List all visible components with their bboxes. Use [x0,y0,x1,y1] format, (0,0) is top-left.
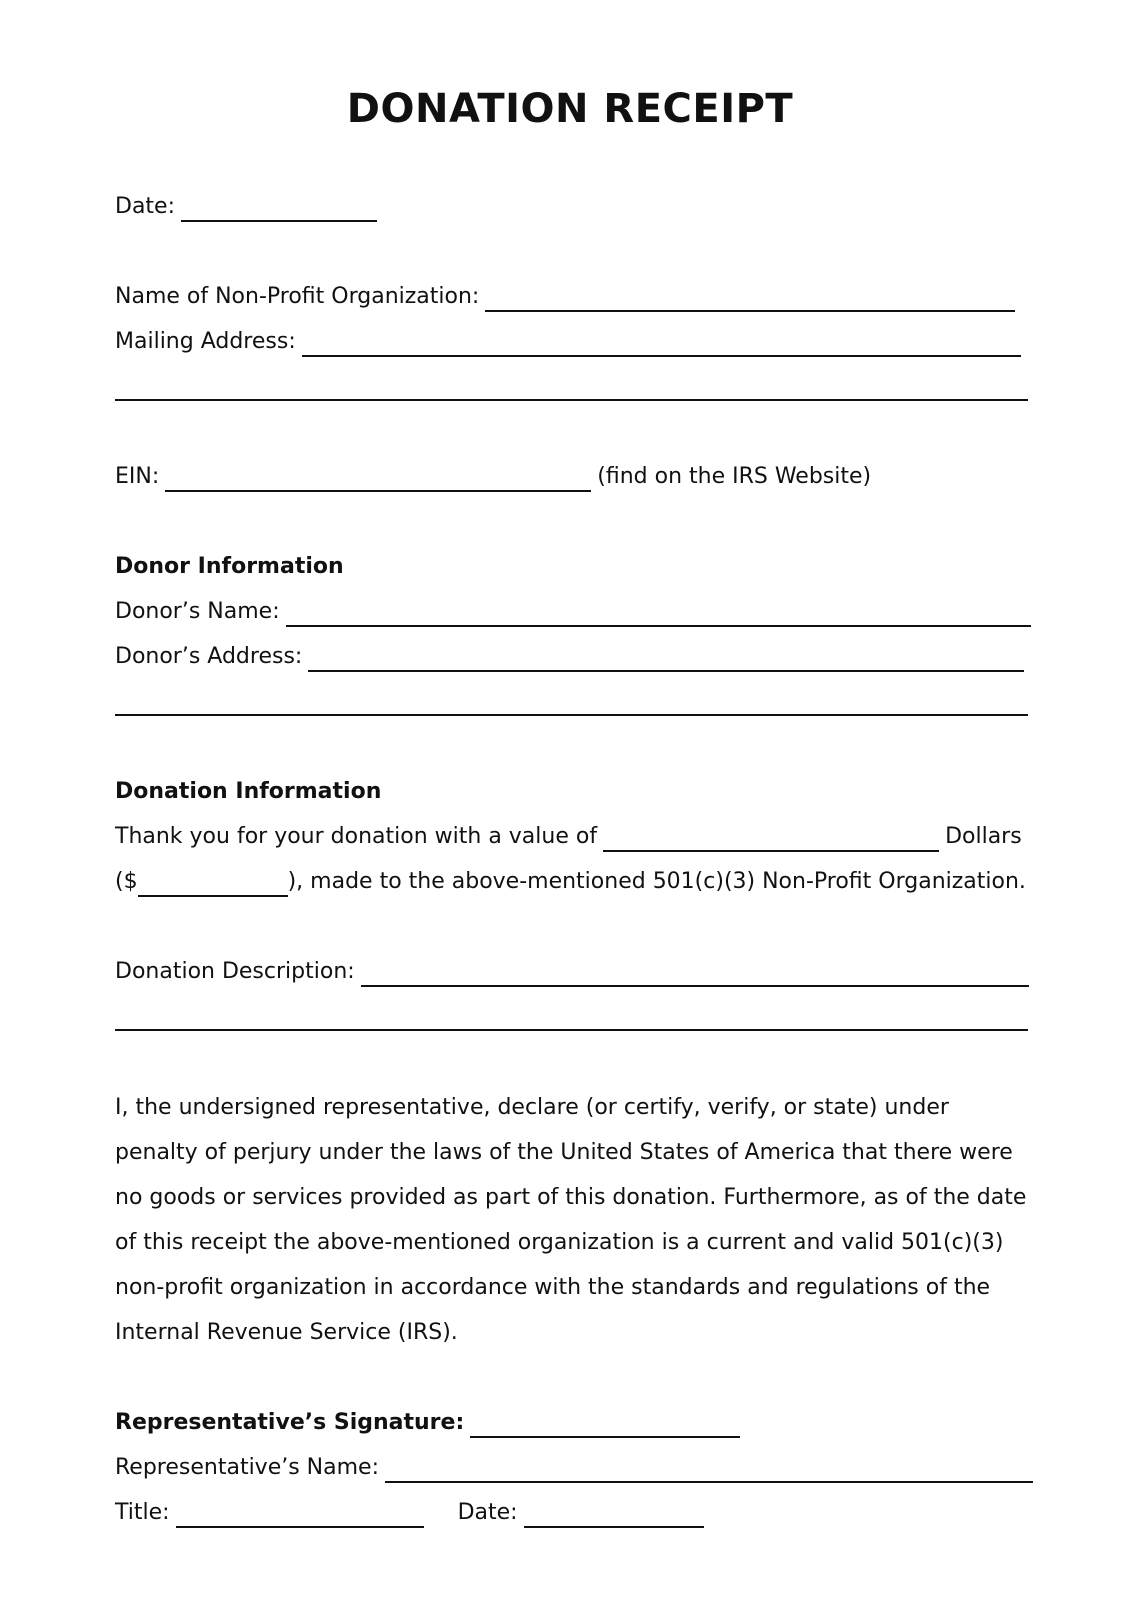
org-name-label: Name of Non-Profit Organization: [115,284,480,309]
rep-name-label: Representative’s Name: [115,1455,379,1480]
mailing-address-field[interactable] [302,333,1021,357]
rep-title-date-row [115,1498,704,1528]
org-name-field[interactable] [485,288,1015,312]
donation-value-words-field[interactable] [603,828,939,852]
date-row [115,192,377,222]
rep-date-label: Date: [457,1500,518,1525]
declaration-line: I, the undersigned representative, declare (or certify, verify, or state) under [115,1095,949,1120]
donation-info-heading [115,777,381,807]
donation-value-suffix: Dollars [945,824,1022,849]
donation-amount-suffix: ), made to the above-mentioned 501(c)(3) Non-Profit Organization. [287,869,1026,894]
mailing-address-field-line-2[interactable] [115,399,1028,401]
date-label: Date: [115,194,175,219]
rep-name-field[interactable] [385,1459,1033,1483]
ein-field[interactable] [165,468,591,492]
donor-address-field[interactable] [308,648,1024,672]
donor-name-row [115,597,1031,627]
rep-signature-row [115,1408,740,1438]
donation-amount-row [115,867,1026,897]
donor-info-heading [115,552,344,582]
donation-info-heading-text: Donation Information [115,779,382,804]
donation-value-prefix: Thank you for your donation with a value of [115,824,598,849]
declaration-line: no goods or services provided as part of this donation. Furthermore, as of the date [115,1185,1027,1210]
mailing-address-row [115,327,1021,357]
ein-row [115,462,871,492]
rep-title-label: Title: [115,1500,170,1525]
donor-address-field-line-2[interactable] [115,714,1028,716]
donation-amount-field[interactable] [138,873,288,897]
donor-name-field[interactable] [286,603,1031,627]
mailing-address-label: Mailing Address: [115,329,296,354]
rep-title-field[interactable] [176,1504,424,1528]
donation-description-field[interactable] [361,963,1029,987]
declaration-paragraph [115,1085,1045,1355]
declaration-line: of this receipt the above-mentioned organization is a current and valid 501(c)(3) [115,1230,1004,1255]
declaration-line: Internal Revenue Service (IRS). [115,1320,458,1345]
donor-name-label: Donor’s Name: [115,599,280,624]
rep-signature-label: Representative’s Signature: [115,1410,465,1435]
org-name-row [115,282,1015,312]
declaration-line: non-profit organization in accordance with the standards and regulations of the [115,1275,991,1300]
donor-info-heading-text: Donor Information [115,554,344,579]
donation-description-row [115,957,1029,987]
ein-label: EIN: [115,464,160,489]
date-field[interactable] [181,198,377,222]
donation-amount-prefix: ($ [115,869,138,894]
donor-address-row [115,642,1024,672]
declaration-line: penalty of perjury under the laws of the United States of America that there were [115,1140,1013,1165]
rep-date-field[interactable] [524,1504,704,1528]
donation-description-field-line-2[interactable] [115,1029,1028,1031]
page-title: DONATION RECEIPT [346,86,794,132]
rep-name-row [115,1453,1033,1483]
donor-address-label: Donor’s Address: [115,644,303,669]
ein-note: (find on the IRS Website) [597,464,872,489]
donation-value-row [115,822,1022,852]
rep-signature-field[interactable] [470,1414,740,1438]
donation-description-label: Donation Description: [115,959,355,984]
